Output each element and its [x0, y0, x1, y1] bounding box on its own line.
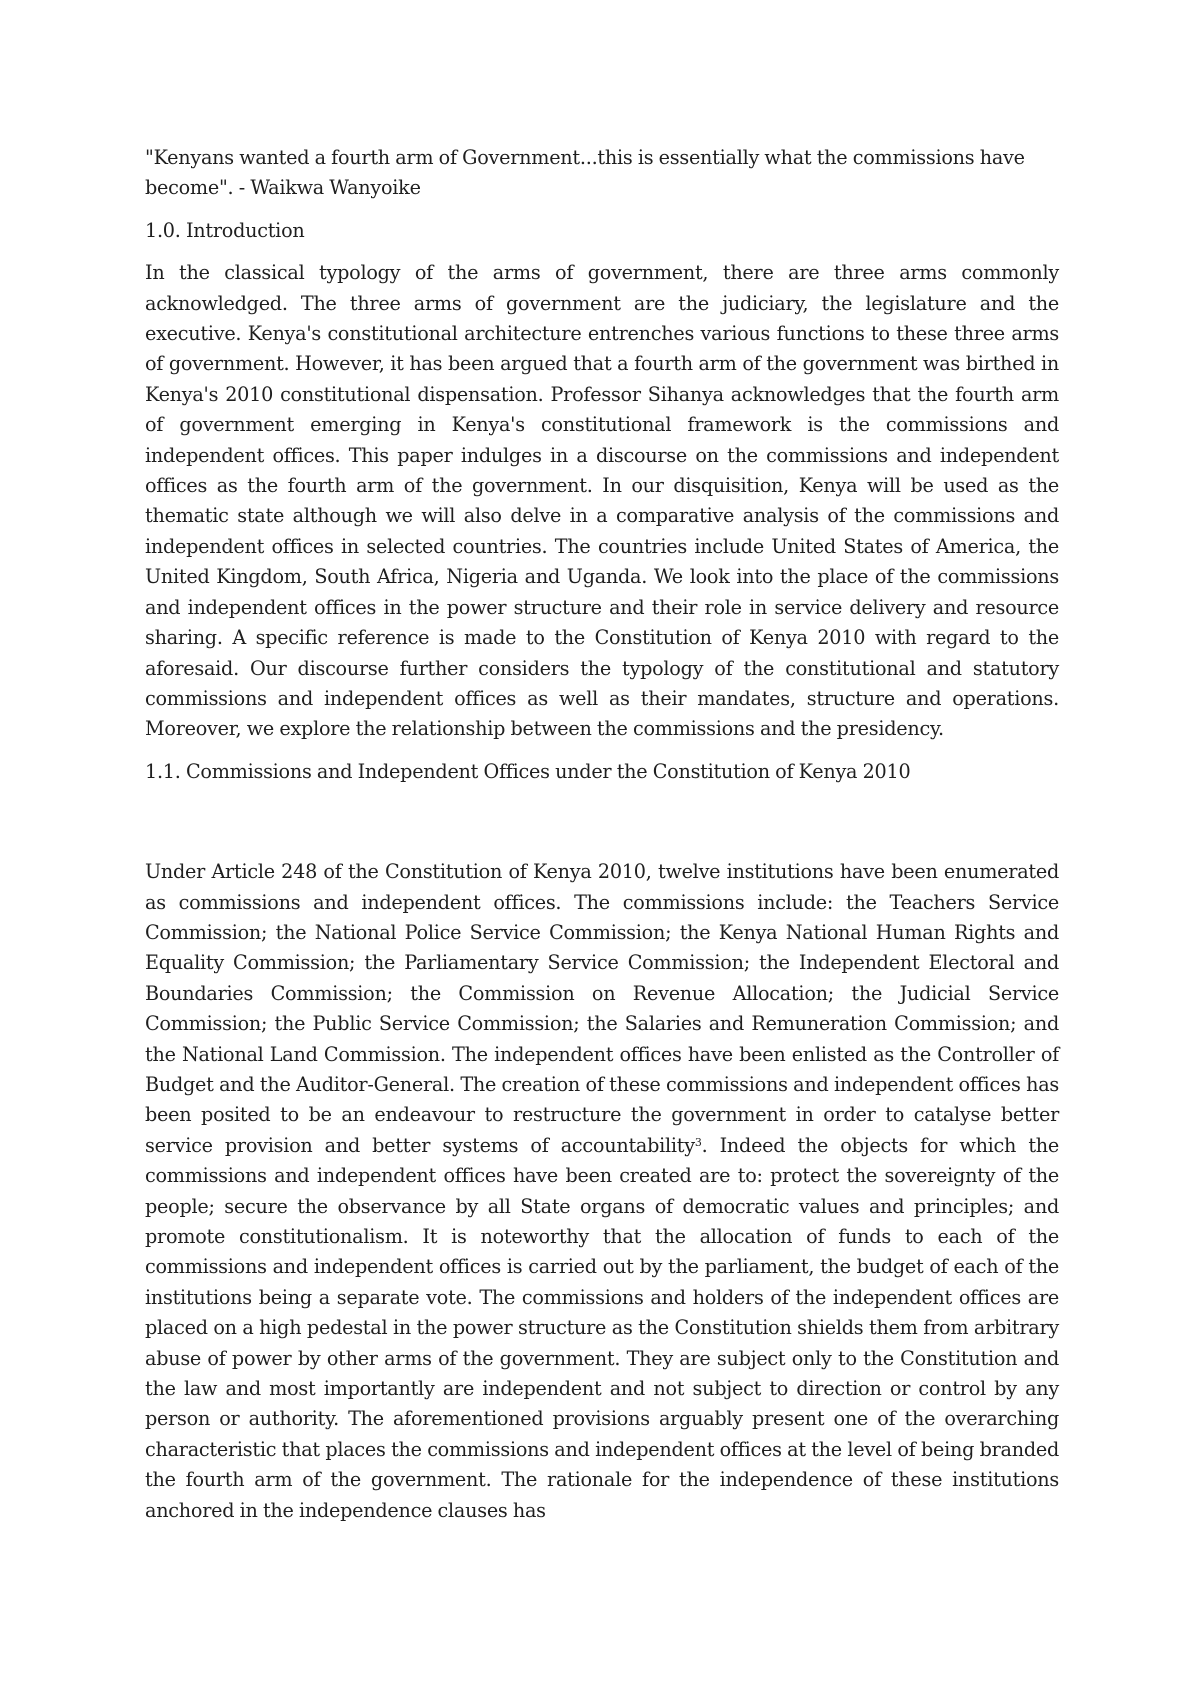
- epigraph-quote: "Kenyans wanted a fourth arm of Government...this is essentially what the commissions have become". - Waikwa Wanyoike: [145, 146, 1025, 200]
- commissions-paragraph-part1: Under Article 248 of the Constitution of Kenya 2010, twelve institutions have been enumerated as commissions and independent offices. The commissions include: the Teachers Service Commission; the National Police Service Commission; the Kenya National Human Rights and Equality Commission; the Parliamentary Service Commission; the Independent Electoral and Boundaries Commission; the Commission on Revenue Allocation; the Judicial Service Commission; the Public Service Commission; the Salaries and Remuneration Commission; and the National Land Commission. The independent offices have been enlisted as the Controller of Budget and the Auditor-General. The creation of these commissions and independent offices has been posited to be an endeavour to restructure the government in order to catalyse better service provision and better systems of accountability: [145, 860, 1059, 1157]
- document-page: [145, 143, 1059, 1538]
- commissions-paragraph: [145, 857, 1059, 1526]
- footnote-marker[interactable]: 3: [694, 1135, 702, 1149]
- section-heading-introduction: 1.0. Introduction: [145, 218, 305, 242]
- section-heading-commissions: 1.1. Commissions and Independent Offices under the Constitution of Kenya 2010: [145, 759, 911, 783]
- introduction-paragraph: In the classical typology of the arms of government, there are three arms commonly acknowledged. The three arms of government are the judiciary, the legislature and the executive. Kenya's constitutional architecture entrenches various functions to these three arms of government. However, it has been argued that a fourth arm of the government was birthed in Kenya's 2010 constitutional dispensation. Professor Sihanya acknowledges that the fourth arm of government emerging in Kenya's constitutional framework is the commissions and independent offices. This paper indulges in a discourse on the commissions and independent offices as the fourth arm of the government. In our disquisition, Kenya will be used as the thematic state although we will also delve in a comparative analysis of the commissions and independent offices in selected countries. The countries include United States of America, the United Kingdom, South Africa, Nigeria and Uganda. We look into the place of the commissions and independent offices in the power structure and their role in service delivery and resource sharing. A specific reference is made to the Constitution of Kenya 2010 with regard to the aforesaid. Our discourse further considers the typology of the constitutional and statutory commissions and independent offices as well as their mandates, structure and operations. Moreover, we explore the relationship between the commissions and the presidency.: [145, 261, 1059, 741]
- commissions-paragraph-part2: . Indeed the objects for which the commissions and independent offices have been created are to: protect the sovereignty of the people; secure the observance by all State organs of democratic values and principles; and promote constitutionalism. It is noteworthy that the allocation of funds to each of the commissions and independent offices is carried out by the parliament, the budget of each of the institutions being a separate vote. The commissions and holders of the independent offices are placed on a high pedestal in the power structure as the Constitution shields them from arbitrary abuse of power by other arms of the government. They are subject only to the Constitution and the law and most importantly are independent and not subject to direction or control by any person or authority. The aforementioned provisions arguably present one of the overarching characteristic that places the commissions and independent offices at the level of being branded the fourth arm of the government. The rationale for the independence of these institutions anchored in the independence clauses has: [145, 1133, 1059, 1522]
- section-spacer: [145, 799, 1059, 857]
